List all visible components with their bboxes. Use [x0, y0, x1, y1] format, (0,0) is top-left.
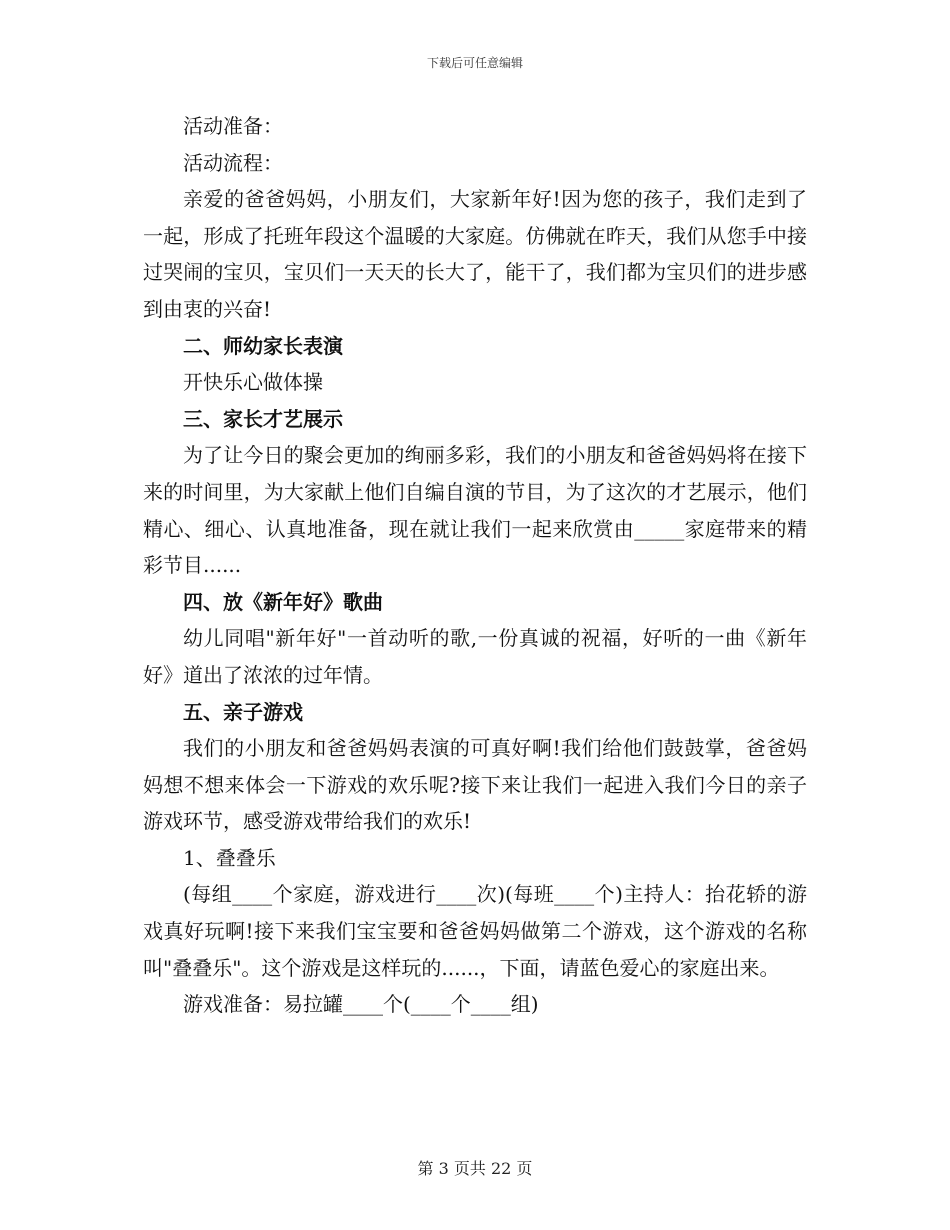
- document-body: [143, 108, 807, 1023]
- activity-preparation: 活动准备：: [183, 114, 283, 138]
- game-1-title: 1、叠叠乐: [183, 845, 276, 870]
- opening-paragraph: 亲爱的爸爸妈妈，小朋友们，大家新年好!因为您的孩子，我们走到了一起，形成了托班年段这个温暖的大家庭。仿佛就在昨天，我们从您手中接过哭闹的宝贝，宝贝们一天天的长大了，能干了，我们都为宝贝们的进步感到由衷的兴奋!: [143, 187, 807, 321]
- game-1-body: (每组____个家庭，游戏进行____次)(每班____个)主持人：抬花轿的游戏真好玩啊!接下来我们宝宝要和爸爸妈妈做第二个游戏，这个游戏的名称叫"叠叠乐"。这个游戏是这样玩的......，下面，请蓝色爱心的家庭出来。: [143, 882, 807, 980]
- section-2-body: 开快乐心做体操: [183, 370, 323, 395]
- section-3-body: 为了让今日的聚会更加的绚丽多彩，我们的小朋友和爸爸妈妈将在接下来的时间里，为大家献上他们自编自演的节目，为了这次的才艺展示，他们精心、细心、认真地准备，现在就让我们一起来欣赏由_____家庭带来的精彩节目......: [143, 443, 807, 578]
- page-number: 第 3 页共 22 页: [417, 1159, 533, 1178]
- page-header: 下载后可任意编辑: [426, 56, 523, 70]
- section-heading-4: 四、放《新年好》歌曲: [183, 589, 383, 614]
- section-heading-3: 三、家长才艺展示: [183, 406, 343, 431]
- section-5-body: 我们的小朋友和爸爸妈妈表演的可真好啊!我们给他们鼓鼓掌，爸爸妈妈想不想来体会一下游戏的欢乐呢?接下来让我们一起进入我们今日的亲子游戏环节，感受游戏带给我们的欢乐!: [143, 736, 807, 834]
- game-preparation: 游戏准备：易拉罐____个(____个____组): [183, 992, 539, 1017]
- activity-process: 活动流程：: [183, 150, 283, 175]
- section-heading-5: 五、亲子游戏: [183, 699, 303, 724]
- section-heading-2: 二、师幼家长表演: [183, 333, 343, 358]
- section-4-body: 幼儿同唱"新年好"一首动听的歌,一份真诚的祝福，好听的一曲《新年好》道出了浓浓的过年情。: [143, 626, 807, 687]
